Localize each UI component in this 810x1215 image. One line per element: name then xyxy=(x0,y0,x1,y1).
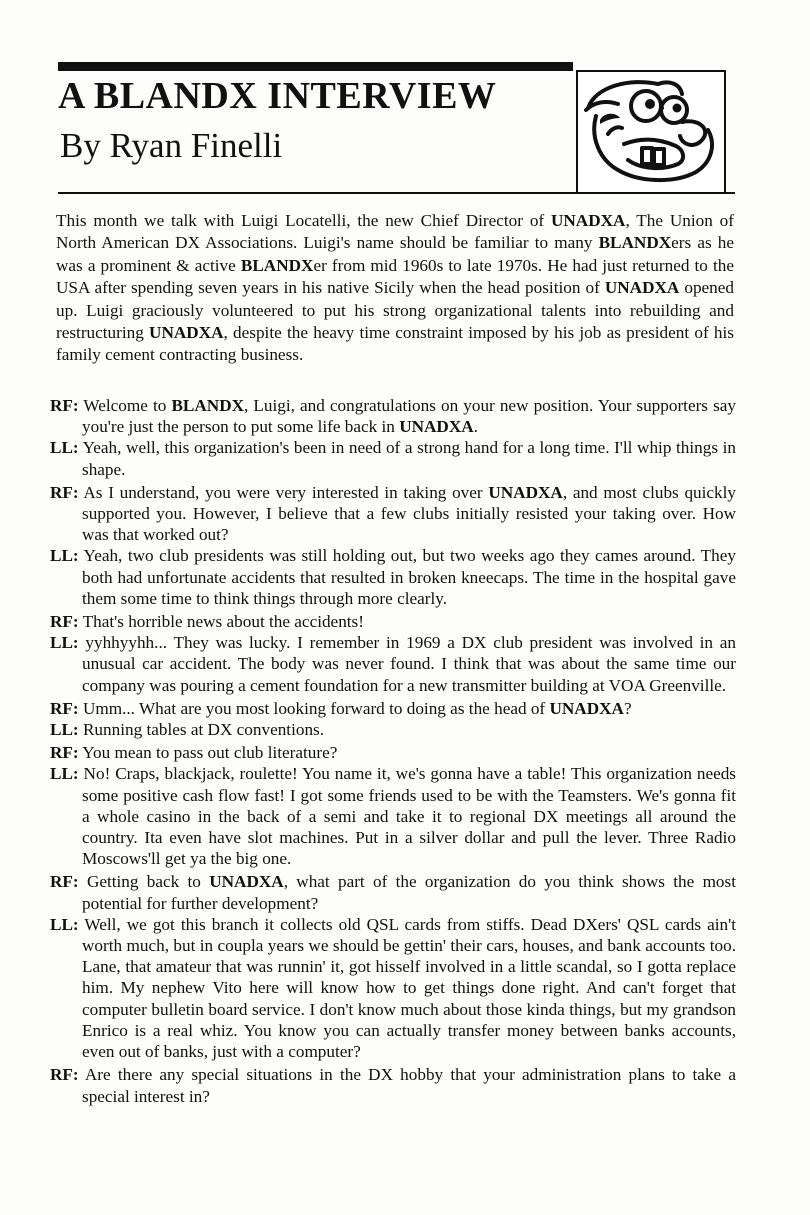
speaker-label: LL: xyxy=(50,720,79,740)
text-run: Are there any special situations in the DX hobby that your administration plans to take a special interest in? xyxy=(78,1065,736,1106)
dialogue-turn xyxy=(50,914,736,1062)
text-run: , what part of the organization do you think shows the most potential for further development? xyxy=(82,872,736,913)
dialogue-turn xyxy=(50,611,736,632)
speaker-label: RF: xyxy=(50,872,79,892)
text-run: Yeah, well, this organization's been in need of a strong hand for a long time. I'll whip things in shape. xyxy=(78,438,736,479)
text-run: ers as he was a prominent & active xyxy=(56,233,734,275)
speaker-label: LL: xyxy=(50,546,79,566)
dialogue-turn xyxy=(50,632,736,696)
dialogue-turn xyxy=(50,395,736,437)
text-run: . xyxy=(473,417,478,437)
text-run: , The Union of North American DX Associations. Luigi's name should be familiar to many xyxy=(56,211,734,253)
bold-name: BLANDX xyxy=(171,396,245,415)
bold-name: UNADXA xyxy=(604,278,680,298)
dialogue-turn xyxy=(50,719,736,740)
dialogue-turn xyxy=(50,482,736,546)
dialogue-turn xyxy=(50,437,736,479)
text-run: yyhhyyhh... They was lucky. I remember in 1969 a DX club president was involved in an unusual car accident. The body was never found. I think that was about the same time our company was pouring a cement foundation for a new transmitter building at VOA Greenville. xyxy=(78,633,736,695)
speaker-label: RF: xyxy=(50,743,79,763)
top-rule xyxy=(58,62,573,71)
bold-name: UNADXA xyxy=(549,698,624,718)
speaker-label: LL: xyxy=(50,438,79,458)
bold-name: UNADXA xyxy=(149,323,224,343)
header-rule xyxy=(58,192,735,194)
text-run: No! Craps, blackjack, roulette! You name it, we's gonna have a table! This organization needs some positive cash flow fast! I got some friends used to be with the Teamsters. We's gonna fit a whole casino in the back of a semi and take it to regional DX meetings all around the country. Ita even have slot machines. Put in a silver dollar and pull the lever. Three Radio Moscows'll get ya the big one. xyxy=(78,764,736,869)
text-run: As I understand, you were very interested in taking over xyxy=(78,482,489,502)
cartoon-face-logo xyxy=(576,70,726,194)
speaker-label: RF: xyxy=(50,698,79,718)
text-run: , despite the heavy time constraint imposed by his job as president of his family cement contracting business. xyxy=(56,323,734,365)
bold-name: UNADXA xyxy=(209,872,284,892)
speaker-label: RF: xyxy=(50,1065,79,1085)
text-run: That's horrible news about the accidents! xyxy=(78,612,364,632)
text-run: , Luigi, and congratulations on your new position. Your supporters say you're just the person to put some life back in xyxy=(82,396,736,437)
bold-name: UNADXA xyxy=(488,482,563,502)
text-run: ? xyxy=(623,698,632,718)
dialogue-turn xyxy=(50,1064,736,1106)
speaker-label: RF: xyxy=(50,612,79,632)
dialogue-turn xyxy=(50,545,736,609)
interview-dialogue xyxy=(50,393,736,1107)
bold-name: UNADXA xyxy=(550,211,626,230)
dialogue-turn xyxy=(50,698,736,719)
text-run: er from mid 1960s to late 1970s. He had just returned to the USA after spending seven years in his native Sicily when the head position of xyxy=(56,255,734,298)
text-run: , and most clubs quickly supported you. However, I believe that a few clubs initially resisted your taking over. How was that worked out? xyxy=(82,482,737,545)
dialogue-turn xyxy=(50,763,736,869)
intro-paragraph xyxy=(56,210,734,367)
text-run: This month we talk with Luigi Locatelli, the new Chief Director of xyxy=(56,211,551,230)
dialogue-turn xyxy=(50,871,736,913)
text-run: opened up. Luigi graciously volunteered to put his strong organizational talents into rebuilding and restructuring xyxy=(56,278,734,343)
bold-name: BLANDX xyxy=(240,255,314,275)
text-run: Umm... What are you most looking forward to doing as the head of xyxy=(78,698,550,718)
text-run: Yeah, two club presidents was still holding out, but two weeks ago they cames around. They both had unfortunate accidents that resulted in broken kneecaps. The time in the hospital gave them some time to think things through more clearly. xyxy=(78,546,736,608)
text-run: Running tables at DX conventions. xyxy=(78,720,325,740)
cartoon-face-icon xyxy=(578,72,724,192)
bold-name: BLANDX xyxy=(598,233,672,253)
speaker-label: LL: xyxy=(50,914,79,934)
article-title: A BLANDX INTERVIEW xyxy=(58,75,497,117)
dialogue-turn xyxy=(50,742,736,763)
article-byline: By Ryan Finelli xyxy=(60,126,283,165)
speaker-label: RF: xyxy=(50,482,79,502)
speaker-label: LL: xyxy=(50,633,79,653)
text-run: Welcome to xyxy=(78,396,172,415)
text-run: Well, we got this branch it collects old QSL cards from stiffs. Dead DXers' QSL cards ain't worth much, but in coupla years we should be gettin' their cars, houses, and bank accounts too. Lane, that amateur that was runnin' it, got hisself involved in a little scandal, so I gotta replace him. My nephew Vito here will know how to get things done right. And can't forget that computer bulletin board service. I don't know much about those kinda things, but my grandson Enrico is a real whiz. You know you can actually transfer money between banks accounts, even out of banks, just with a computer? xyxy=(78,914,736,1062)
text-run: Getting back to xyxy=(78,872,210,892)
bold-name: UNADXA xyxy=(399,417,474,437)
speaker-label: LL: xyxy=(50,764,79,784)
speaker-label: RF: xyxy=(50,396,79,415)
text-run: You mean to pass out club literature? xyxy=(78,743,338,763)
